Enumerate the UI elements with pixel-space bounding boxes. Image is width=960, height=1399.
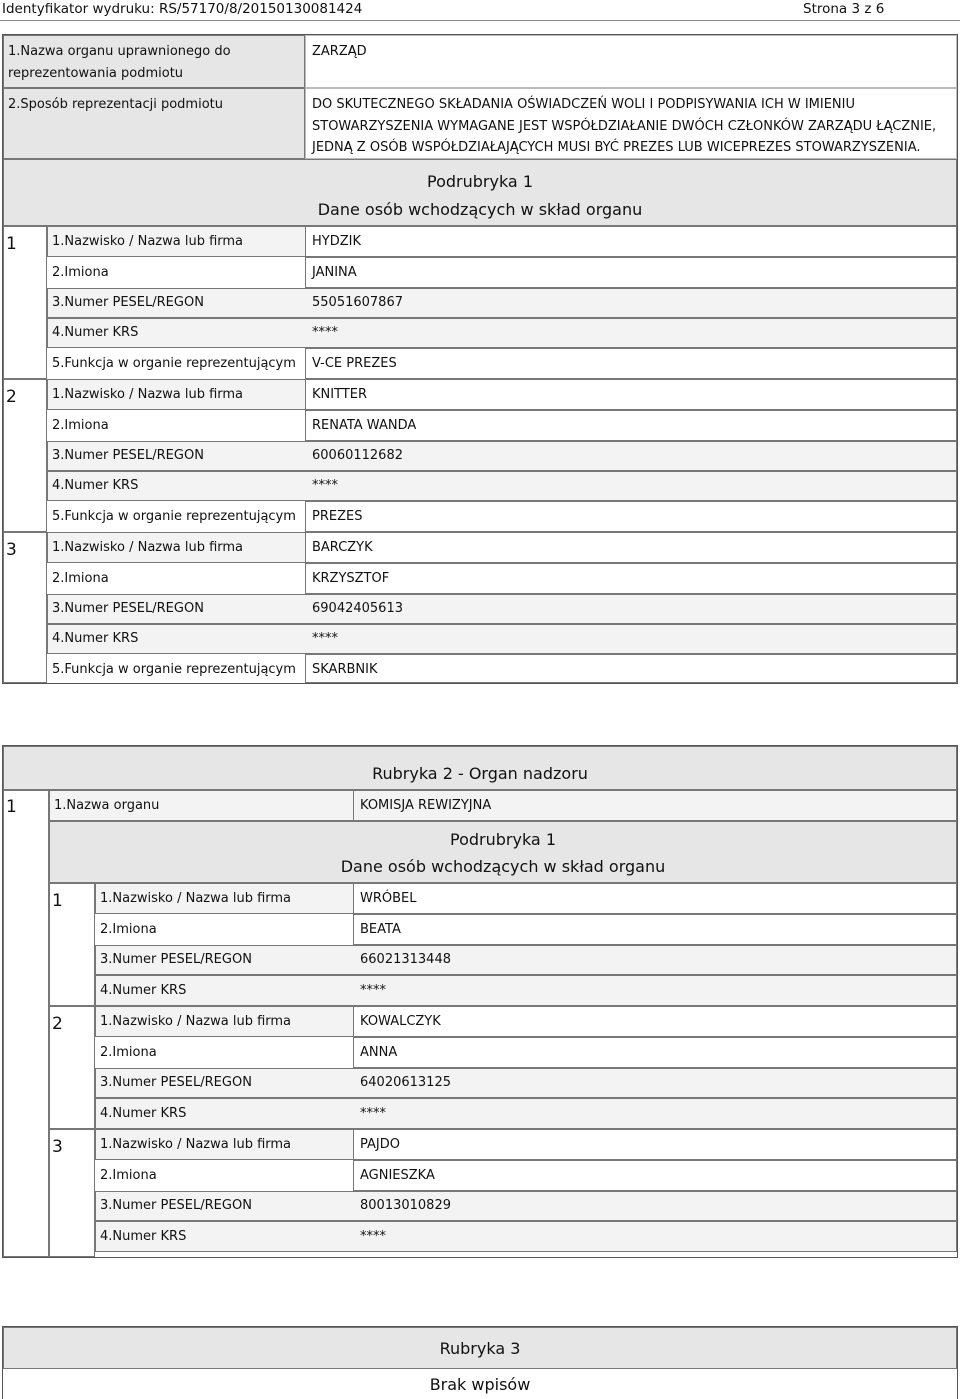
member-number-cell (3, 379, 47, 532)
table-row (47, 624, 957, 654)
representation-value-cell (305, 88, 957, 159)
names-value: KRZYSZTOF (312, 571, 390, 586)
names-value: AGNIESZKA (360, 1168, 435, 1183)
member-number: 1 (6, 234, 17, 254)
surname-value: BARCZYK (312, 540, 373, 555)
surname-value: WRÓBEL (360, 891, 417, 906)
representation-value-line3: JEDNĄ Z OSÓB WSPÓŁDZIAŁAJĄCYCH MUSI BYĆ PREZES LUB WICEPREZES STOWARZYSZENIA. (312, 140, 921, 155)
supervisory-organ-value: KOMISJA REWIZYJNA (360, 798, 492, 813)
pesel-value: 60060112682 (312, 448, 403, 463)
member-number-cell (49, 1006, 95, 1129)
pesel-label: 3.Numer PESEL/REGON (52, 448, 204, 463)
surname-value-cell (353, 883, 957, 914)
krs-label: 4.Numer KRS (52, 325, 139, 340)
subsection-1-title: Podrubryka 1 (427, 172, 533, 191)
organ-name-value: ZARZĄD (312, 44, 367, 59)
pesel-value: 80013010829 (360, 1198, 451, 1213)
member-number: 1 (52, 891, 63, 911)
member-number: 2 (6, 387, 17, 407)
names-value: BEATA (360, 922, 401, 937)
krs-value: **** (312, 631, 338, 646)
names-value-cell (353, 914, 957, 945)
pesel-value: 55051607867 (312, 295, 403, 310)
surname-value-cell (353, 1129, 957, 1160)
krs-value: **** (360, 1229, 386, 1244)
surname-value: KNITTER (312, 387, 367, 402)
function-value: SKARBNIK (312, 662, 378, 677)
names-label: 2.Imiona (100, 1168, 157, 1183)
table-row (95, 975, 957, 1006)
krs-label: 4.Numer KRS (100, 1229, 187, 1244)
member-number: 2 (52, 1014, 63, 1034)
function-value-cell (305, 501, 957, 532)
surname-label: 1.Nazwisko / Nazwa lub firma (52, 387, 244, 402)
surname-value-cell (305, 379, 957, 410)
subsection-1-header (3, 159, 957, 226)
surname-value: KOWALCZYK (360, 1014, 441, 1029)
function-value: V-CE PREZES (312, 356, 397, 371)
names-value-cell (353, 1160, 957, 1191)
table-row (95, 1221, 957, 1252)
surname-label: 1.Nazwisko / Nazwa lub firma (100, 1014, 292, 1029)
member-number: 3 (6, 540, 17, 560)
krs-label: 4.Numer KRS (52, 478, 139, 493)
pesel-value: 69042405613 (312, 601, 403, 616)
pesel-value: 66021313448 (360, 952, 451, 967)
table-row (47, 471, 957, 501)
function-label: 5.Funkcja w organie reprezentującym (52, 662, 296, 677)
surname-label: 1.Nazwisko / Nazwa lub firma (52, 540, 244, 555)
function-label: 5.Funkcja w organie reprezentującym (52, 356, 296, 371)
surname-value: PAJDO (360, 1137, 400, 1152)
names-value: ANNA (360, 1045, 398, 1060)
representation-label: 2.Sposób reprezentacji podmiotu (8, 97, 223, 112)
member-number: 3 (52, 1137, 63, 1157)
subsection-2-subtitle: Dane osób wchodzących w skład organu (340, 857, 666, 876)
krs-value: **** (360, 983, 386, 998)
page-number: Strona 3 z 6 (803, 1, 885, 17)
pesel-label: 3.Numer PESEL/REGON (100, 1075, 252, 1090)
names-label: 2.Imiona (52, 571, 109, 586)
function-value-cell (305, 348, 957, 379)
organ-number: 1 (6, 797, 17, 817)
krs-label: 4.Numer KRS (100, 1106, 187, 1121)
names-value-cell (305, 563, 957, 594)
supervisory-organ-label: 1.Nazwa organu (54, 798, 160, 813)
function-value-cell (305, 654, 957, 683)
table-row (47, 318, 957, 348)
function-label: 5.Funkcja w organie reprezentującym (52, 509, 296, 524)
organ-name-label-cell (3, 35, 305, 88)
representation-label-cell (3, 88, 305, 159)
rubric-3-empty-note: Brak wpisów (429, 1375, 531, 1394)
surname-value-cell (305, 226, 957, 257)
krs-label: 4.Numer KRS (100, 983, 187, 998)
member-number-cell (3, 226, 47, 379)
organ-name-label-line2: reprezentowania podmiotu (8, 66, 184, 81)
header-divider (0, 20, 960, 21)
member-number-cell (3, 532, 47, 683)
krs-value: **** (360, 1106, 386, 1121)
surname-label: 1.Nazwisko / Nazwa lub firma (52, 234, 244, 249)
pesel-label: 3.Numer PESEL/REGON (52, 601, 204, 616)
pesel-value: 64020613125 (360, 1075, 451, 1090)
pesel-label: 3.Numer PESEL/REGON (52, 295, 204, 310)
representation-value-line2: STOWARZYSZENIA WYMAGANE JEST WSPÓŁDZIAŁANIE DWÓCH CZŁONKÓW ZARZĄDU ŁĄCZNIE, (312, 119, 937, 134)
function-value: PREZES (312, 509, 363, 524)
member-number-cell (49, 883, 95, 1006)
surname-value-cell (353, 1006, 957, 1037)
surname-value-cell (305, 532, 957, 563)
names-value-cell (353, 1037, 957, 1068)
names-value: RENATA WANDA (312, 418, 417, 433)
krs-value: **** (312, 325, 338, 340)
member-number-cell (49, 1129, 95, 1257)
table-row (95, 1098, 957, 1129)
names-value: JANINA (312, 265, 357, 280)
representation-value-line1: DO SKUTECZNEGO SKŁADANIA OŚWIADCZEŃ WOLI I PODPISYWANIA ICH W IMIENIU (312, 97, 856, 112)
print-identifier: Identyfikator wydruku: RS/57170/8/20150130081424 (2, 1, 363, 17)
names-label: 2.Imiona (100, 1045, 157, 1060)
pesel-label: 3.Numer PESEL/REGON (100, 1198, 252, 1213)
subsection-1-subtitle: Dane osób wchodzących w skład organu (317, 200, 643, 219)
organ-number-cell (3, 790, 49, 1257)
names-value-cell (305, 257, 957, 288)
rubric-3-title: Rubryka 3 (439, 1339, 521, 1358)
rubric-2-title: Rubryka 2 - Organ nadzoru (372, 764, 588, 783)
subsection-2-title: Podrubryka 1 (450, 830, 556, 849)
names-label: 2.Imiona (52, 265, 109, 280)
surname-value: HYDZIK (312, 234, 361, 249)
krs-label: 4.Numer KRS (52, 631, 139, 646)
names-label: 2.Imiona (100, 922, 157, 937)
organ-name-value-cell (305, 35, 957, 88)
organ-name-label-line1: 1.Nazwa organu uprawnionego do (8, 44, 231, 59)
subsection-2-header (49, 821, 957, 883)
rubric-3-header (3, 1327, 957, 1369)
rubric-2-header (3, 746, 957, 790)
krs-value: **** (312, 478, 338, 493)
pesel-label: 3.Numer PESEL/REGON (100, 952, 252, 967)
names-label: 2.Imiona (52, 418, 109, 433)
surname-label: 1.Nazwisko / Nazwa lub firma (100, 1137, 292, 1152)
surname-label: 1.Nazwisko / Nazwa lub firma (100, 891, 292, 906)
